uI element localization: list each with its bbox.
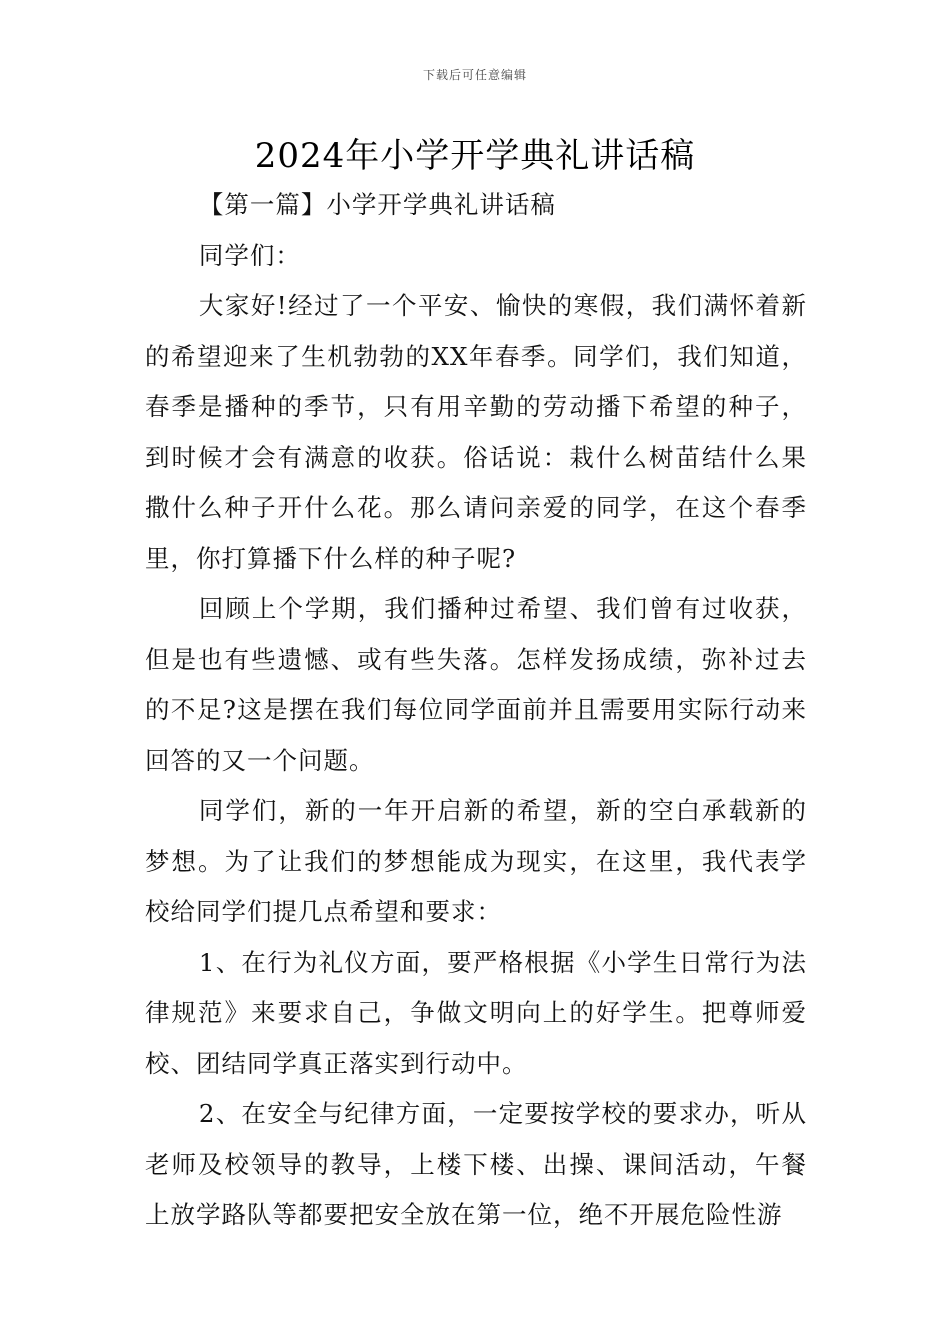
- paragraph-greeting: 大家好!经过了一个平安、愉快的寒假，我们满怀着新的希望迎来了生机勃勃的XX年春季。同学们，我们知道，春季是播种的季节，只有用辛勤的劳动播下希望的种子，到时候才会有满意的收获。俗话说：栽什么树苗结什么果撒什么种子开什么花。那么请问亲爱的同学，在这个春季里，你打算播下什么样的种子呢?: [145, 291, 807, 573]
- document-body: [145, 180, 807, 1241]
- paragraph-salutation: 同学们：: [198, 240, 301, 270]
- paragraph-review: 回顾上个学期，我们播种过希望、我们曾有过收获，但是也有些遗憾、或有些失落。怎样发扬成绩，弥补过去的不足?这是摆在我们每位同学面前并且需要用实际行动来回答的又一个问题。: [145, 594, 807, 775]
- paragraph-section-heading: 【第一篇】小学开学典礼讲话稿: [198, 190, 556, 219]
- paragraph-item-2: 2、在安全与纪律方面，一定要按学校的要求办，听从老师及校领导的教导，上楼下楼、出操、课间活动，午餐上放学路队等都要把安全放在第一位，绝不开展危险性游: [145, 1099, 807, 1229]
- paragraph-hopes: 同学们，新的一年开启新的希望，新的空白承载新的梦想。为了让我们的梦想能成为现实，在这里，我代表学校给同学们提几点希望和要求：: [145, 796, 807, 926]
- paragraph-item-1: 1、在行为礼仪方面，要严格根据《小学生日常行为法律规范》来要求自己，争做文明向上的好学生。把尊师爱校、团结同学真正落实到行动中。: [145, 947, 807, 1078]
- header-note: 下载后可任意编辑: [422, 68, 527, 82]
- document-title: 2024年小学开学典礼讲话稿: [254, 136, 696, 176]
